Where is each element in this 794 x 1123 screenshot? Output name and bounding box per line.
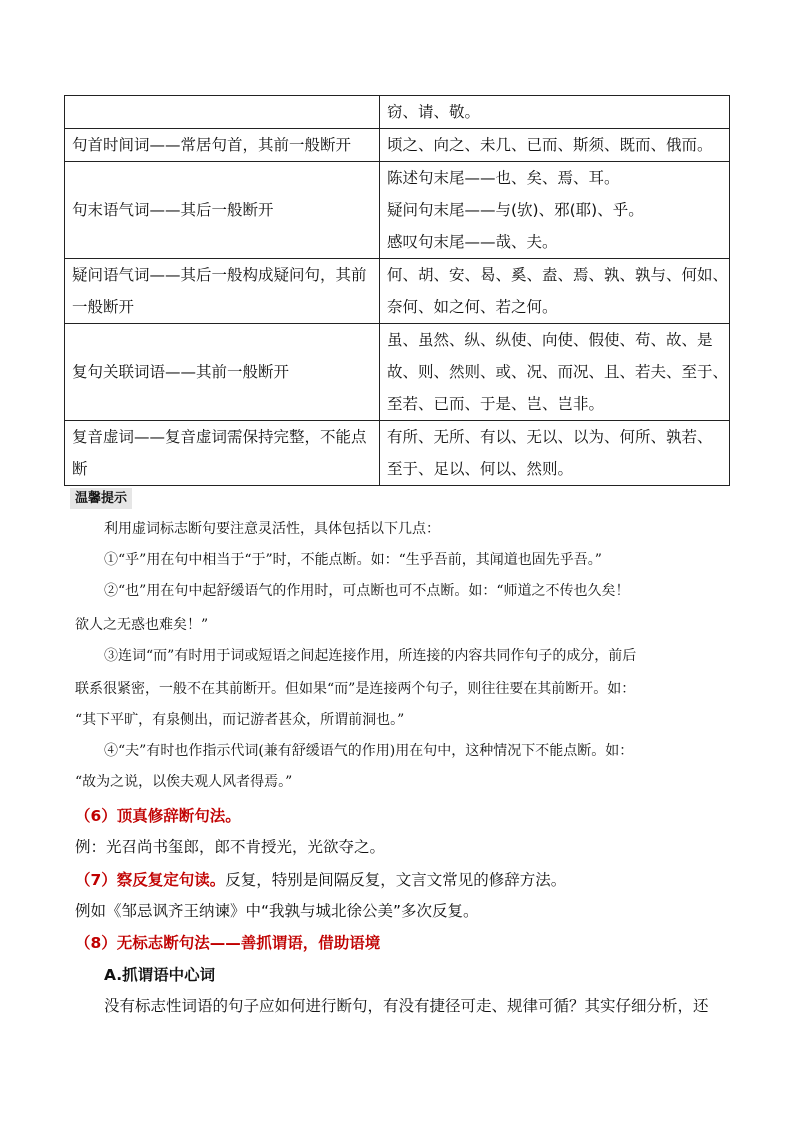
table-cell-category	[65, 96, 380, 129]
section-8-subtitle: A.抓谓语中心词	[104, 966, 216, 984]
table-row	[65, 162, 730, 259]
table-cell-examples	[380, 162, 730, 259]
cell-line: 虽、虽然、纵、纵使、向使、假使、苟、故、是	[387, 331, 713, 349]
tip-point-4-line1: ④“夫”有时也作指示代词(兼有舒缓语气的作用)用在句中，这种情况下不能点断。如：	[104, 743, 634, 759]
tip-point-3-line1: ③连词“而”有时用于词或短语之间起连接作用，所连接的内容共同作句子的成分，前后	[104, 648, 637, 664]
tip-point-3-line2: 联系很紧密，一般不在其前断开。但如果“而”是连接两个句子，则往往要在其前断开。如：	[75, 681, 636, 697]
section-6-title: （6）顶真修辞断句法。	[75, 807, 241, 825]
tip-intro: 利用虚词标志断句要注意灵活性，具体包括以下几点：	[104, 521, 440, 537]
tip-point-2-line2: 欲人之无惑也难矣！”	[75, 617, 209, 633]
tip-point-2-line1: ②“也”用在句中起舒缓语气的作用时，可点断也可不点断。如：“师道之不传也久矣！	[104, 583, 630, 599]
table-cell-category	[65, 129, 380, 162]
cell-line: 感叹句末尾——哉、夫。	[387, 233, 558, 251]
table-row	[65, 259, 730, 324]
table-cell-category	[65, 421, 380, 486]
cell-line: 奈何、如之何、若之何。	[387, 298, 558, 316]
section-6-example: 例：光召尚书玺郎，郎不肯授光，光欲夺之。	[75, 838, 386, 856]
cell-line: 一般断开	[72, 298, 135, 316]
section-7-title: （7）察反复定句读。	[75, 871, 226, 889]
section-7-text: 反复，特别是间隔反复，文言文常见的修辞方法。	[225, 871, 567, 889]
cell-line: 陈述句末尾——也、矣、焉、耳。	[387, 169, 620, 187]
tip-point-1: ①“乎”用在句中相当于“于”时，不能点断。如：“生乎吾前，其闻道也固先乎吾。”	[104, 552, 602, 568]
cell-line: 复音虚词——复音虚词需保持完整，不能点	[72, 428, 367, 446]
table-cell-examples	[380, 129, 730, 162]
table-cell-examples	[380, 324, 730, 421]
cell-line	[72, 96, 372, 128]
cell-line: 至若、已而、于是、岂、岂非。	[387, 395, 605, 413]
cell-line: 疑问语气词——其后一般构成疑问句，其前	[72, 266, 367, 284]
tip-point-4-line2: “故为之说，以俟夫观人风者得焉。”	[75, 774, 293, 790]
cell-line: 疑问句末尾——与(欤)、邪(耶)、乎。	[387, 201, 644, 219]
table-cell-category	[65, 259, 380, 324]
cell-line: 至于、足以、何以、然则。	[387, 460, 574, 478]
cell-line: 顷之、向之、未几、已而、斯须、既而、俄而。	[387, 136, 713, 154]
cell-line: 何、胡、安、曷、奚、盍、焉、孰、孰与、何如、	[387, 266, 729, 284]
table-row	[65, 96, 730, 129]
tip-point-3-line3: “其下平旷，有泉侧出，而记游者甚众，所谓前洞也。”	[75, 712, 405, 728]
cell-line: 句末语气词——其后一般断开	[72, 201, 274, 219]
table-row	[65, 324, 730, 421]
table-cell-examples	[380, 259, 730, 324]
section-8-title: （8）无标志断句法——善抓谓语，借助语境	[75, 934, 381, 952]
table-row	[65, 129, 730, 162]
cell-line: 复句关联词语——其前一般断开	[72, 363, 290, 381]
cell-line: 窃、请、敬。	[387, 103, 481, 121]
table-cell-category	[65, 162, 380, 259]
tip-label: 温馨提示	[70, 488, 132, 509]
function-word-table	[64, 95, 730, 486]
table-cell-examples	[380, 421, 730, 486]
cell-line: 故、则、然则、或、况、而况、且、若夫、至于、	[387, 363, 729, 381]
table-cell-category	[65, 324, 380, 421]
table-cell-examples	[380, 96, 730, 129]
cell-line: 句首时间词——常居句首，其前一般断开	[72, 136, 352, 154]
section-7-example: 例如《邹忌讽齐王纳谏》中“我孰与城北徐公美”多次反复。	[75, 902, 479, 920]
table-row	[65, 421, 730, 486]
section-8-text: 没有标志性词语的句子应如何进行断句，有没有捷径可走、规律可循？其实仔细分析，还	[104, 997, 709, 1015]
section-7-line	[75, 869, 566, 891]
cell-line: 断	[72, 460, 88, 478]
cell-line: 有所、无所、有以、无以、以为、何所、孰若、	[387, 428, 713, 446]
